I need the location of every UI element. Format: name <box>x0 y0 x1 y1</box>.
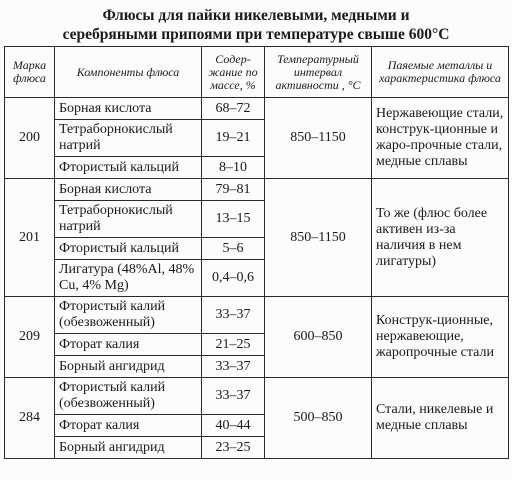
header-row <box>5 47 509 98</box>
flux-grade-cell: 284 <box>5 378 55 459</box>
flux-grade-cell: 209 <box>5 297 55 378</box>
component-cell: Фтористый калий (обезвоженный) <box>55 297 202 334</box>
flux-grade-cell: 200 <box>5 98 55 179</box>
table-row <box>5 378 509 415</box>
header-components: Компоненты флюса <box>55 47 202 98</box>
metals-note-cell: Конструк-ционные, нержавеющие, жаропрочные стали <box>372 297 509 378</box>
content-percent-cell: 79–81 <box>202 179 265 201</box>
content-percent-cell: 13–15 <box>202 201 265 238</box>
component-cell: Лигатура (48%Al, 48% Cu, 4% Mg) <box>55 260 202 297</box>
content-percent-cell: 68–72 <box>202 98 265 120</box>
content-percent-cell: 23–25 <box>202 437 265 459</box>
content-percent-cell: 21–25 <box>202 334 265 356</box>
table-title <box>0 6 512 44</box>
temperature-range-cell: 500–850 <box>265 378 372 459</box>
content-percent-cell: 40–44 <box>202 415 265 437</box>
content-percent-cell: 33–37 <box>202 378 265 415</box>
component-cell: Фторат калия <box>55 415 202 437</box>
header-range: Температурный интервал активности , °С <box>265 47 372 98</box>
content-percent-cell: 0,4–0,6 <box>202 260 265 297</box>
table-row <box>5 297 509 334</box>
temperature-range-cell: 850–1150 <box>265 179 372 297</box>
header-content: Содер-жание по массе, % <box>202 47 265 98</box>
content-percent-cell: 8–10 <box>202 157 265 179</box>
component-cell: Борная кислота <box>55 179 202 201</box>
content-percent-cell: 33–37 <box>202 356 265 378</box>
table-row <box>5 98 509 120</box>
table-body <box>5 98 509 459</box>
component-cell: Тетраборнокислый натрий <box>55 201 202 238</box>
component-cell: Борная кислота <box>55 98 202 120</box>
component-cell: Тетраборнокислый натрий <box>55 120 202 157</box>
header-grade: Марка флюса <box>5 47 55 98</box>
component-cell: Фтористый кальций <box>55 157 202 179</box>
component-cell: Фтористый калий (обезвоженный) <box>55 378 202 415</box>
metals-note-cell: Стали, никелевые и медные сплавы <box>372 378 509 459</box>
metals-note-cell: Нержавеющие стали, конструк-ционные и жаро-прочные стали, медные сплавы <box>372 98 509 179</box>
title-line-1: Флюсы для пайки никелевыми, медными и <box>102 7 410 24</box>
table-row <box>5 179 509 201</box>
component-cell: Фторат калия <box>55 334 202 356</box>
content-percent-cell: 5–6 <box>202 238 265 260</box>
content-percent-cell: 33–37 <box>202 297 265 334</box>
metals-note-cell: То же (флюс более активен из-за наличия в нем лигатуры) <box>372 179 509 297</box>
title-line-2: серебряными припоями при температуре свыше 600°C <box>62 26 450 43</box>
header-metals: Паяемые металлы и характеристика флюса <box>372 47 509 98</box>
temperature-range-cell: 600–850 <box>265 297 372 378</box>
component-cell: Борный ангидрид <box>55 356 202 378</box>
flux-table <box>4 46 509 459</box>
flux-grade-cell: 201 <box>5 179 55 297</box>
temperature-range-cell: 850–1150 <box>265 98 372 179</box>
component-cell: Борный ангидрид <box>55 437 202 459</box>
content-percent-cell: 19–21 <box>202 120 265 157</box>
component-cell: Фтористый кальций <box>55 238 202 260</box>
